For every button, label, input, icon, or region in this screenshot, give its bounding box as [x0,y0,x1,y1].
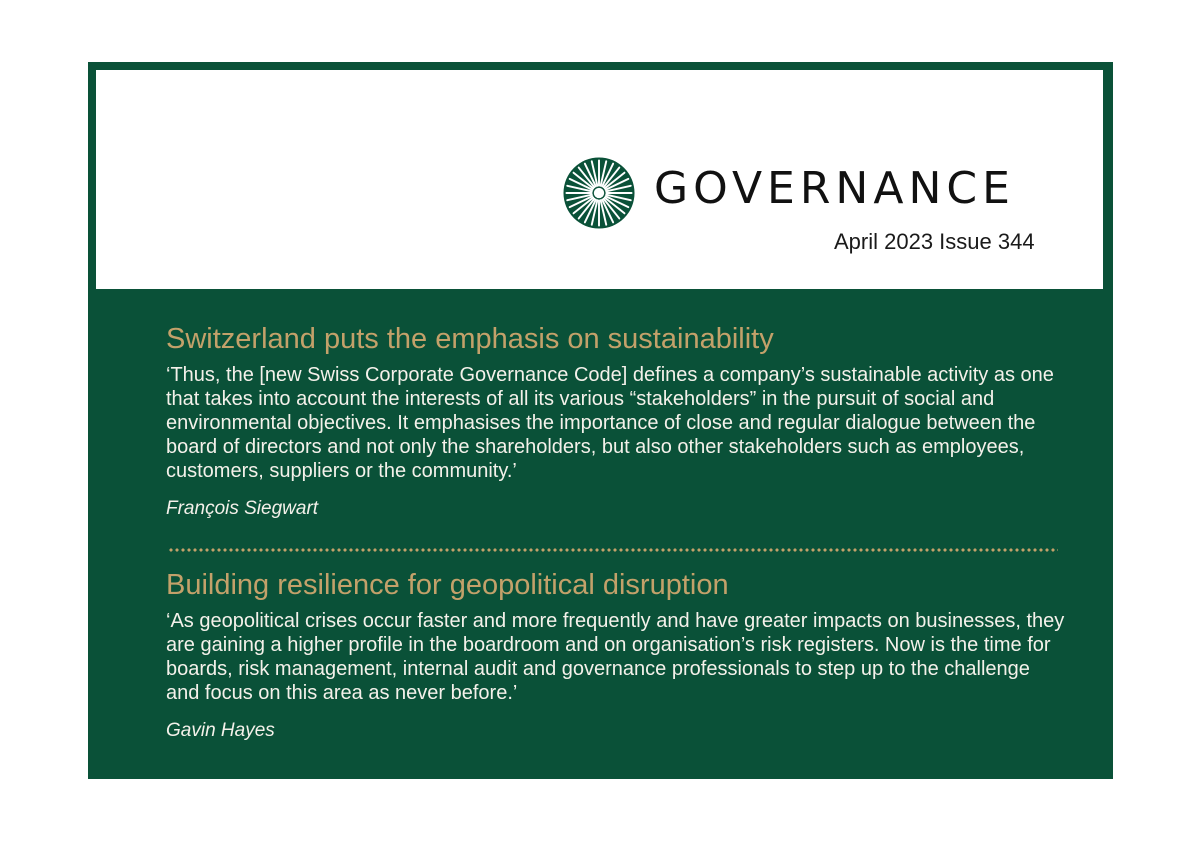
newsletter-panel [88,62,1113,779]
article-2 [166,567,1066,743]
brand-name: GOVERNANCE [654,163,1015,214]
article-author: François Siegwart [166,498,319,519]
article-1 [166,321,1066,521]
article-author: Gavin Hayes [166,720,275,741]
sunburst-logo-icon [562,156,636,230]
issue-label: April 2023 Issue 344 [834,229,1035,254]
article-title: Switzerland puts the emphasis on sustainability [166,323,774,355]
dotted-divider [168,548,1058,552]
masthead [96,70,1103,289]
article-quote: ‘As geopolitical crises occur faster and more frequently and have greater impacts on businesses, they are gaining a higher profile in the boardroom and on organisation’s risk registers. Now is the time for boards, risk management, internal audit and governance professionals to step up to the challenge and focus on this area as never before.’ [166,610,1065,704]
article-title: Building resilience for geopolitical disruption [166,569,729,601]
article-quote: ‘Thus, the [new Swiss Corporate Governance Code] defines a company’s sustainable activity as one that takes into account the interests of all its various “stakeholders” in the pursuit of social and environmental objectives. It emphasises the importance of close and regular dialogue between the board of directors and not only the shareholders, but also other stakeholders such as employees, customers, suppliers or the community.’ [166,364,1054,482]
